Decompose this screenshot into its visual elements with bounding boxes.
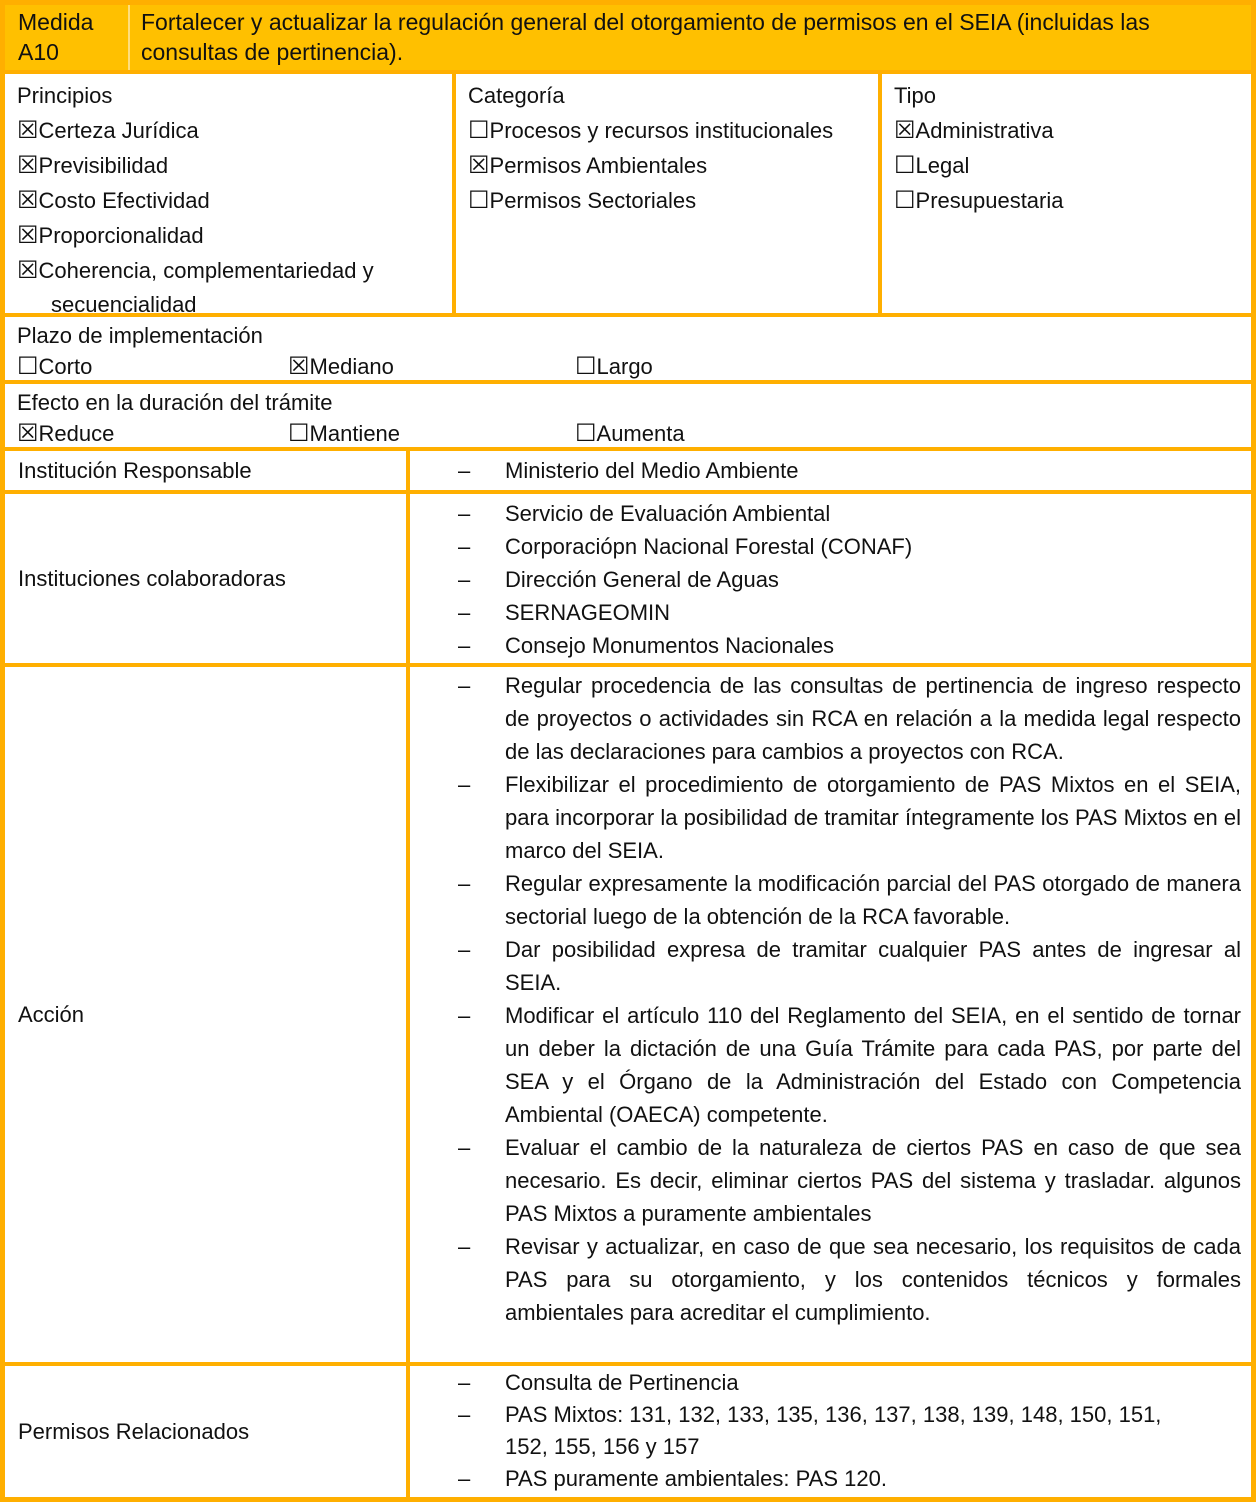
instituciones-colaboradoras-list	[410, 494, 1251, 663]
dash-bullet-icon: –	[458, 673, 471, 698]
measure-label: Medida	[18, 9, 94, 35]
categoria-title: Categoría	[468, 83, 565, 108]
row-label: Instituciones colaboradoras	[5, 494, 410, 663]
checkbox-unchecked-icon[interactable]: ☐	[468, 186, 490, 214]
principios-list	[17, 113, 446, 322]
tipo-list	[894, 113, 1245, 218]
checkbox-unchecked-icon[interactable]: ☐	[468, 116, 490, 144]
list-item	[410, 1131, 1241, 1230]
checkbox-checked-icon[interactable]: ☒	[288, 352, 310, 380]
list-item	[410, 629, 1241, 662]
list-item	[410, 933, 1241, 999]
permisos-relacionados-row	[5, 1362, 1251, 1497]
plazo-options	[17, 351, 1251, 382]
checkbox-checked-icon[interactable]: ☒	[468, 151, 490, 179]
row-label: Institución Responsable	[5, 451, 410, 490]
checkbox-label: Coherencia, complementariedad y secuencialidad	[38, 258, 374, 317]
accion-row	[5, 663, 1251, 1362]
checkbox-label: Costo Efectividad	[38, 188, 210, 213]
categoria-column	[456, 74, 882, 313]
checkbox-unchecked-icon[interactable]: ☐	[575, 419, 597, 447]
checkbox-label: Previsibilidad	[38, 153, 169, 178]
instituciones-colaboradoras-row	[5, 490, 1251, 663]
list-item-text: Revisar y actualizar, en caso de que sea necesario, los requisitos de cada PAS para su otorgamiento, y los contenidos técnicos y formales ambientales para acreditar el cumplimiento.	[505, 1234, 1241, 1325]
checkbox-option	[468, 148, 872, 183]
checkbox-unchecked-icon[interactable]: ☐	[894, 186, 916, 214]
dash-bullet-icon: –	[458, 772, 471, 797]
list-item	[410, 596, 1241, 629]
institucion-responsable-row	[5, 447, 1251, 490]
checkbox-label: Proporcionalidad	[38, 223, 204, 248]
list-item	[410, 867, 1241, 933]
checkbox-option	[288, 351, 575, 382]
checkbox-unchecked-icon[interactable]: ☐	[17, 352, 39, 380]
dash-bullet-icon: –	[458, 458, 471, 483]
list-item	[410, 999, 1241, 1131]
measure-id: A10	[18, 39, 59, 65]
checkbox-unchecked-icon[interactable]: ☐	[894, 151, 916, 179]
categoria-list	[468, 113, 872, 218]
list-item	[410, 530, 1241, 563]
checkbox-option	[894, 148, 1245, 183]
list-item-text: Dirección General de Aguas	[505, 567, 779, 592]
checkbox-label: Largo	[596, 354, 653, 379]
checkbox-label: Certeza Jurídica	[38, 118, 199, 143]
list-item-text: Consejo Monumentos Nacionales	[505, 633, 834, 658]
list-item	[410, 1230, 1241, 1329]
checkbox-unchecked-icon[interactable]: ☐	[575, 352, 597, 380]
list-item-text: Regular procedencia de las consultas de pertinencia de ingreso respecto de proyectos o actividades sin RCA en relación a la medida legal respecto de las declaraciones para cambios a proyectos con RCA.	[505, 673, 1241, 764]
measure-title: Fortalecer y actualizar la regulación general del otorgamiento de permisos en el SEIA (incluidas las consultas de pertinencia).	[141, 9, 1150, 65]
list-item-text: Servicio de Evaluación Ambiental	[505, 501, 831, 526]
dash-bullet-icon: –	[458, 501, 471, 526]
list-item-text: Ministerio del Medio Ambiente	[505, 458, 799, 483]
list-item	[410, 1463, 1191, 1495]
list-item-text: SERNAGEOMIN	[505, 600, 671, 625]
principios-title: Principios	[17, 83, 113, 108]
list-item	[410, 768, 1241, 867]
list-item	[410, 497, 1241, 530]
permisos-relacionados-list	[410, 1366, 1251, 1497]
checkbox-checked-icon[interactable]: ☒	[894, 116, 916, 144]
dash-bullet-icon: –	[458, 1135, 471, 1160]
checkbox-unchecked-icon[interactable]: ☐	[288, 419, 310, 447]
list-item-text: Consulta de Pertinencia	[505, 1370, 739, 1395]
classification-row	[5, 70, 1251, 317]
dash-bullet-icon: –	[458, 1234, 471, 1259]
checkbox-label: Aumenta	[596, 421, 685, 446]
checkbox-option	[17, 351, 288, 382]
dash-bullet-icon: –	[458, 937, 471, 962]
dash-bullet-icon: –	[458, 534, 471, 559]
checkbox-label: Presupuestaria	[915, 188, 1064, 213]
accion-list	[410, 667, 1251, 1362]
checkbox-label: Mediano	[309, 354, 394, 379]
dash-bullet-icon: –	[458, 567, 471, 592]
header-row	[5, 5, 1251, 70]
checkbox-option	[17, 113, 446, 148]
checkbox-option	[17, 418, 288, 449]
efecto-row	[5, 380, 1251, 447]
dash-bullet-icon: –	[458, 1370, 471, 1395]
checkbox-option	[468, 183, 872, 218]
checkbox-option	[894, 113, 1245, 148]
list-item-text: Dar posibilidad expresa de tramitar cualquier PAS antes de ingresar al SEIA.	[505, 937, 1241, 995]
list-item-text: Corporaciópn Nacional Forestal (CONAF)	[505, 534, 913, 559]
checkbox-label: Mantiene	[309, 421, 401, 446]
checkbox-option	[17, 183, 446, 218]
dash-bullet-icon: –	[458, 633, 471, 658]
checkbox-checked-icon[interactable]: ☒	[17, 151, 39, 179]
plazo-title: Plazo de implementación	[17, 323, 263, 348]
list-item	[410, 669, 1241, 768]
list-item-text: PAS puramente ambientales: PAS 120.	[505, 1466, 887, 1491]
checkbox-checked-icon[interactable]: ☒	[17, 186, 39, 214]
measure-id-cell	[5, 5, 130, 70]
list-item-text: Flexibilizar el procedimiento de otorgamiento de PAS Mixtos en el SEIA, para incorporar la posibilidad de tramitar íntegramente los PAS Mixtos en el marco del SEIA.	[505, 772, 1241, 863]
checkbox-label: Procesos y recursos institucionales	[489, 118, 834, 143]
row-label: Permisos Relacionados	[5, 1366, 410, 1497]
list-item-text: Regular expresamente la modificación parcial del PAS otorgado de manera sectorial luego de la obtención de la RCA favorable.	[505, 871, 1241, 929]
checkbox-option	[575, 418, 1251, 449]
dash-bullet-icon: –	[458, 1402, 471, 1427]
checkbox-option	[288, 418, 575, 449]
checkbox-checked-icon[interactable]: ☒	[17, 419, 39, 447]
checkbox-label: Legal	[915, 153, 970, 178]
checkbox-label: Administrativa	[915, 118, 1054, 143]
checkbox-option	[575, 351, 1251, 382]
efecto-options	[17, 418, 1251, 449]
checkbox-label: Permisos Ambientales	[489, 153, 708, 178]
list-item	[410, 454, 1241, 487]
checkbox-option	[17, 218, 446, 253]
checkbox-label: Permisos Sectoriales	[489, 188, 697, 213]
plazo-row	[5, 313, 1251, 380]
checkbox-checked-icon[interactable]: ☒	[17, 116, 39, 144]
checkbox-label: Corto	[38, 354, 93, 379]
checkbox-option	[17, 148, 446, 183]
checkbox-option	[468, 113, 872, 148]
checkbox-label: Reduce	[38, 421, 115, 446]
dash-bullet-icon: –	[458, 1003, 471, 1028]
list-item-text: PAS Mixtos: 131, 132, 133, 135, 136, 137, 138, 139, 148, 150, 151, 152, 155, 156 y 157	[505, 1402, 1162, 1459]
list-item-text: Evaluar el cambio de la naturaleza de ciertos PAS en caso de que sea necesario. Es decir, eliminar ciertos PAS del sistema y trasladar. algunos PAS Mixtos a puramente ambientales	[505, 1135, 1241, 1226]
dash-bullet-icon: –	[458, 871, 471, 896]
checkbox-checked-icon[interactable]: ☒	[17, 256, 39, 284]
dash-bullet-icon: –	[458, 600, 471, 625]
dash-bullet-icon: –	[458, 1466, 471, 1491]
tipo-column	[882, 74, 1251, 313]
checkbox-option	[17, 253, 446, 322]
principios-column	[5, 74, 456, 317]
row-label: Acción	[5, 667, 410, 1362]
list-item	[410, 1399, 1191, 1463]
list-item	[410, 563, 1241, 596]
checkbox-checked-icon[interactable]: ☒	[17, 221, 39, 249]
list-item-text: Modificar el artículo 110 del Reglamento del SEIA, en el sentido de tornar un deber la dictación de una Guía Trámite para cada PAS, por parte del SEA y el Órgano de la Administración del Estado con Competencia Ambiental (OAECA) competente.	[505, 1003, 1241, 1127]
efecto-title: Efecto en la duración del trámite	[17, 390, 333, 415]
tipo-title: Tipo	[894, 83, 936, 108]
list-item	[410, 1367, 1191, 1399]
checkbox-option	[894, 183, 1245, 218]
institucion-responsable-list	[410, 451, 1251, 490]
